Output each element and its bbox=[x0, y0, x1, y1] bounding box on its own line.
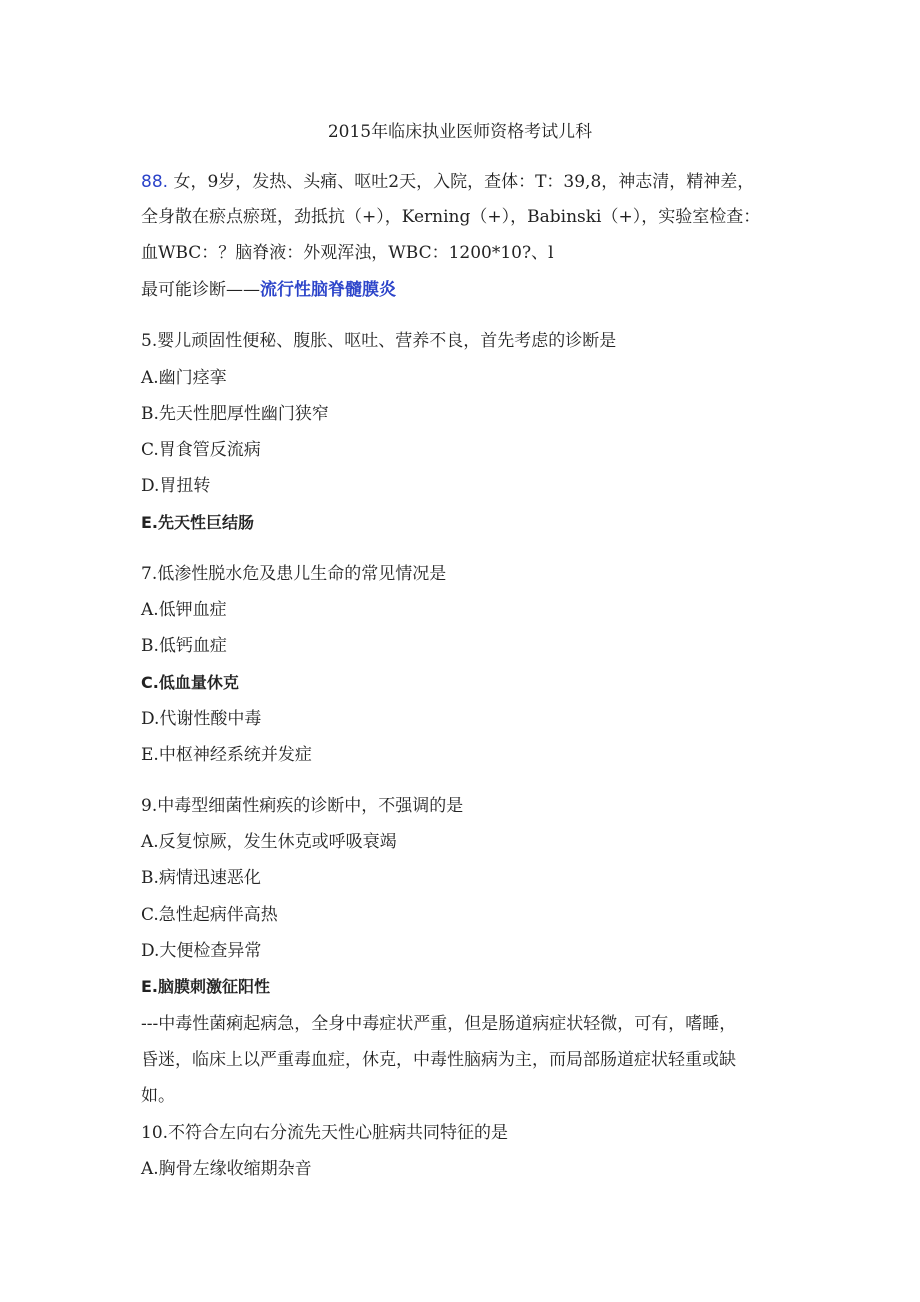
q9-option-b: B.病情迅速恶化 bbox=[141, 868, 261, 888]
q88-stem-line2: 全身散在瘀点瘀斑，劲抵抗（+），Kerning（+），Babinski（+），实验室检查： bbox=[141, 207, 761, 227]
q9-stem: 9.中毒型细菌性痢疾的诊断中，不强调的是 bbox=[141, 796, 464, 816]
q5-option-c: C.胃食管反流病 bbox=[141, 440, 261, 460]
q88-diagnosis-prefix: 最可能诊断—— bbox=[141, 280, 260, 300]
q88-number: 88. bbox=[141, 172, 169, 192]
q9-option-e-answer: E.脑膜刺激征阳性 bbox=[141, 977, 271, 996]
q7-stem: 7.低渗性脱水危及患儿生命的常见情况是 bbox=[141, 564, 447, 584]
q10-option-a: A.胸骨左缘收缩期杂音 bbox=[141, 1159, 312, 1179]
page-title: 2015年临床执业医师资格考试儿科 bbox=[327, 122, 593, 142]
q9-option-d: D.大便检查异常 bbox=[141, 941, 262, 961]
q5-option-b: B.先天性肥厚性幽门狭窄 bbox=[141, 404, 329, 424]
q9-explanation-line1: ---中毒性菌痢起病急，全身中毒症状严重，但是肠道病症状轻微，可有，嗜睡， bbox=[141, 1014, 737, 1034]
q7-option-c-answer: C.低血量休克 bbox=[141, 673, 239, 692]
q88-stem-line3: 血WBC：？脑脊液：外观浑浊，WBC：1200*10?、l bbox=[141, 243, 554, 263]
q9-option-a: A.反复惊厥，发生休克或呼吸衰竭 bbox=[141, 832, 397, 852]
q5-option-a: A.幽门痉挛 bbox=[141, 368, 227, 388]
q7-option-d: D.代谢性酸中毒 bbox=[141, 709, 262, 729]
q7-option-e: E.中枢神经系统并发症 bbox=[141, 745, 312, 765]
q9-explanation-line2: 昏迷，临床上以严重毒血症，休克，中毒性脑病为主，而局部肠道症状轻重或缺 bbox=[141, 1050, 736, 1070]
q9-option-c: C.急性起病伴高热 bbox=[141, 905, 278, 925]
q88-diagnosis-answer: 流行性脑脊髓膜炎 bbox=[260, 280, 396, 300]
q7-option-a: A.低钾血症 bbox=[141, 600, 227, 620]
q5-option-d: D.胃扭转 bbox=[141, 476, 211, 496]
q9-explanation-line3: 如。 bbox=[141, 1086, 175, 1106]
q10-stem: 10.不符合左向右分流先天性心脏病共同特征的是 bbox=[141, 1123, 509, 1143]
q5-option-e-answer: E.先天性巨结肠 bbox=[141, 513, 255, 532]
q88-diagnosis bbox=[141, 278, 396, 302]
q7-option-b: B.低钙血症 bbox=[141, 636, 227, 656]
q88-line1 bbox=[141, 170, 754, 194]
q88-stem-line1: 女，9岁，发热、头痛、呕吐2天，入院，查体：T：39,8，神志清，精神差， bbox=[173, 172, 755, 192]
q5-stem: 5.婴儿顽固性便秘、腹胀、呕吐、营养不良，首先考虑的诊断是 bbox=[141, 331, 617, 351]
